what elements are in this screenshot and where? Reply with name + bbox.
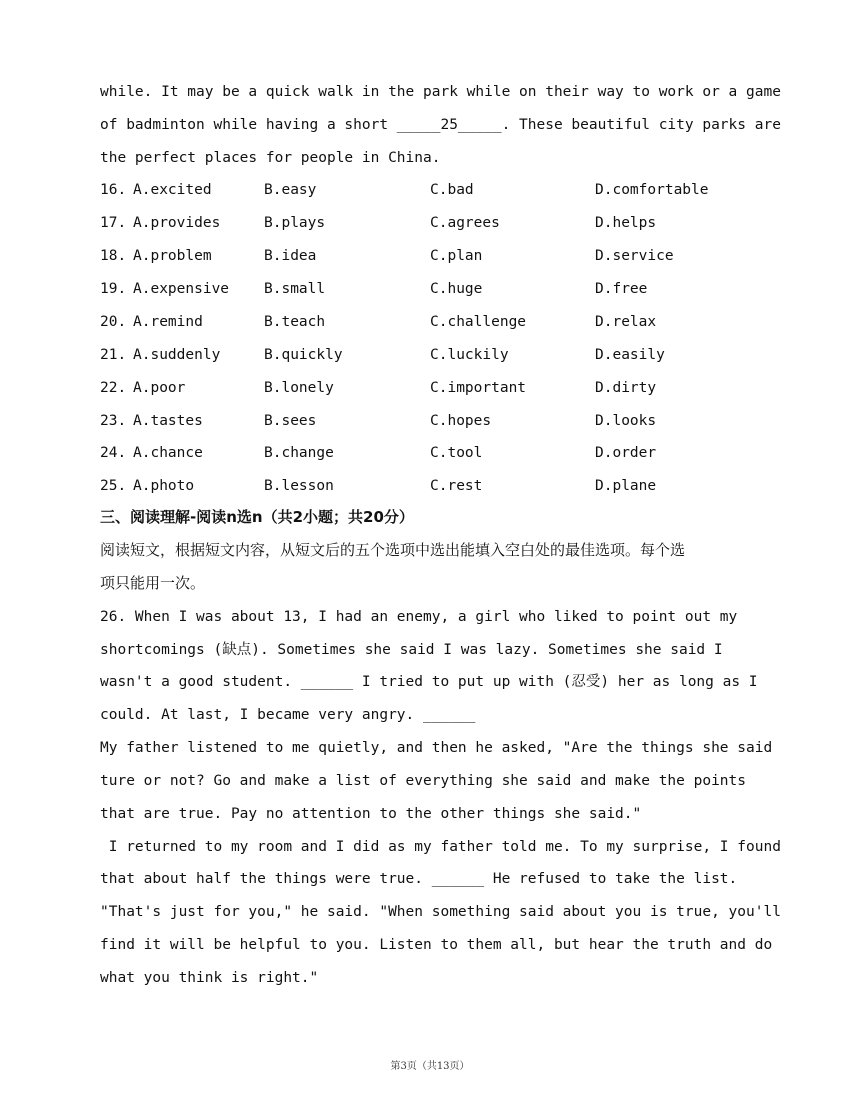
question-row — [100, 279, 760, 299]
passage-line: wasn't a good student. ______ I tried to put up with (忍受) her as long as I — [100, 674, 758, 690]
option-d: D.comfortable — [595, 182, 709, 198]
option-d: D.looks — [595, 413, 657, 429]
question-number: 19. — [100, 281, 127, 297]
option-b: B.small — [264, 281, 326, 297]
passage-line: ture or not? Go and make a list of everything she said and make the points — [100, 773, 747, 789]
option-a: A.expensive — [133, 281, 230, 297]
option-d: D.plane — [595, 478, 657, 494]
passage-line: My father listened to me quietly, and then he asked, "Are the things she said — [100, 740, 773, 756]
option-b: B.teach — [264, 314, 326, 330]
option-a: A.photo — [133, 478, 195, 494]
option-d: D.free — [595, 281, 648, 297]
question-number: 25. — [100, 478, 127, 494]
question-row — [100, 213, 760, 233]
question-row — [100, 246, 760, 266]
option-d: D.helps — [595, 215, 657, 231]
option-b: B.quickly — [264, 347, 343, 363]
option-d: D.easily — [595, 347, 665, 363]
passage-line: I returned to my room and I did as my father told me. To my surprise, I found — [100, 839, 781, 855]
option-b: B.plays — [264, 215, 326, 231]
option-b: B.idea — [264, 248, 317, 264]
passage-line: could. At last, I became very angry. ______ — [100, 707, 476, 723]
question-row — [100, 476, 760, 496]
passage-line: that about half the things were true. ______ He refused to take the list. — [100, 871, 738, 887]
question-number: 17. — [100, 215, 127, 231]
passage-line: while. It may be a quick walk in the park while on their way to work or a game — [100, 84, 781, 100]
passage-line: what you think is right." — [100, 970, 319, 986]
section-heading: 三、阅读理解-阅读n选n（共2小题；共20分） — [100, 508, 414, 526]
passage-line: "That's just for you," he said. "When something said about you is true, you'll — [100, 904, 781, 920]
option-b: B.sees — [264, 413, 317, 429]
instructions-line: 项只能用一次。 — [100, 574, 206, 592]
passage-line: find it will be helpful to you. Listen to them all, but hear the truth and do — [100, 937, 773, 953]
option-b: B.lonely — [264, 380, 334, 396]
question-number: 18. — [100, 248, 127, 264]
question-number: 23. — [100, 413, 127, 429]
option-a: A.problem — [133, 248, 212, 264]
option-c: C.huge — [430, 281, 483, 297]
question-row — [100, 345, 760, 365]
passage-line: of badminton while having a short _____25_____. These beautiful city parks are — [100, 117, 781, 133]
option-c: C.bad — [430, 182, 474, 198]
option-d: D.dirty — [595, 380, 657, 396]
option-c: C.luckily — [430, 347, 509, 363]
passage-line: the perfect places for people in China. — [100, 150, 441, 166]
option-a: A.poor — [133, 380, 186, 396]
option-c: C.important — [430, 380, 527, 396]
option-d: D.relax — [595, 314, 657, 330]
option-a: A.tastes — [133, 413, 203, 429]
option-b: B.easy — [264, 182, 317, 198]
question-number: 24. — [100, 445, 127, 461]
instructions-line: 阅读短文，根据短文内容，从短文后的五个选项中选出能填入空白处的最佳选项。每个选 — [100, 541, 686, 559]
page-footer: 第3页（共13页） — [390, 1061, 470, 1072]
option-d: D.service — [595, 248, 674, 264]
option-a: A.remind — [133, 314, 203, 330]
option-b: B.change — [264, 445, 334, 461]
option-a: A.suddenly — [133, 347, 221, 363]
option-a: A.excited — [133, 182, 212, 198]
passage-line: that are true. Pay no attention to the other things she said." — [100, 806, 642, 822]
question-number: 20. — [100, 314, 127, 330]
question-row — [100, 180, 760, 200]
option-a: A.chance — [133, 445, 203, 461]
question-row — [100, 378, 760, 398]
question-number: 22. — [100, 380, 127, 396]
option-c: C.hopes — [430, 413, 492, 429]
option-c: C.rest — [430, 478, 483, 494]
question-number: 16. — [100, 182, 127, 198]
question-row — [100, 312, 760, 332]
option-c: C.tool — [430, 445, 483, 461]
option-a: A.provides — [133, 215, 221, 231]
option-b: B.lesson — [264, 478, 334, 494]
question-row — [100, 443, 760, 463]
question-number: 21. — [100, 347, 127, 363]
option-c: C.agrees — [430, 215, 500, 231]
option-c: C.challenge — [430, 314, 527, 330]
passage-line: shortcomings (缺点). Sometimes she said I was lazy. Sometimes she said I — [100, 642, 723, 658]
question-row — [100, 411, 760, 431]
option-c: C.plan — [430, 248, 483, 264]
passage-line: 26. When I was about 13, I had an enemy, a girl who liked to point out my — [100, 609, 738, 625]
option-d: D.order — [595, 445, 657, 461]
